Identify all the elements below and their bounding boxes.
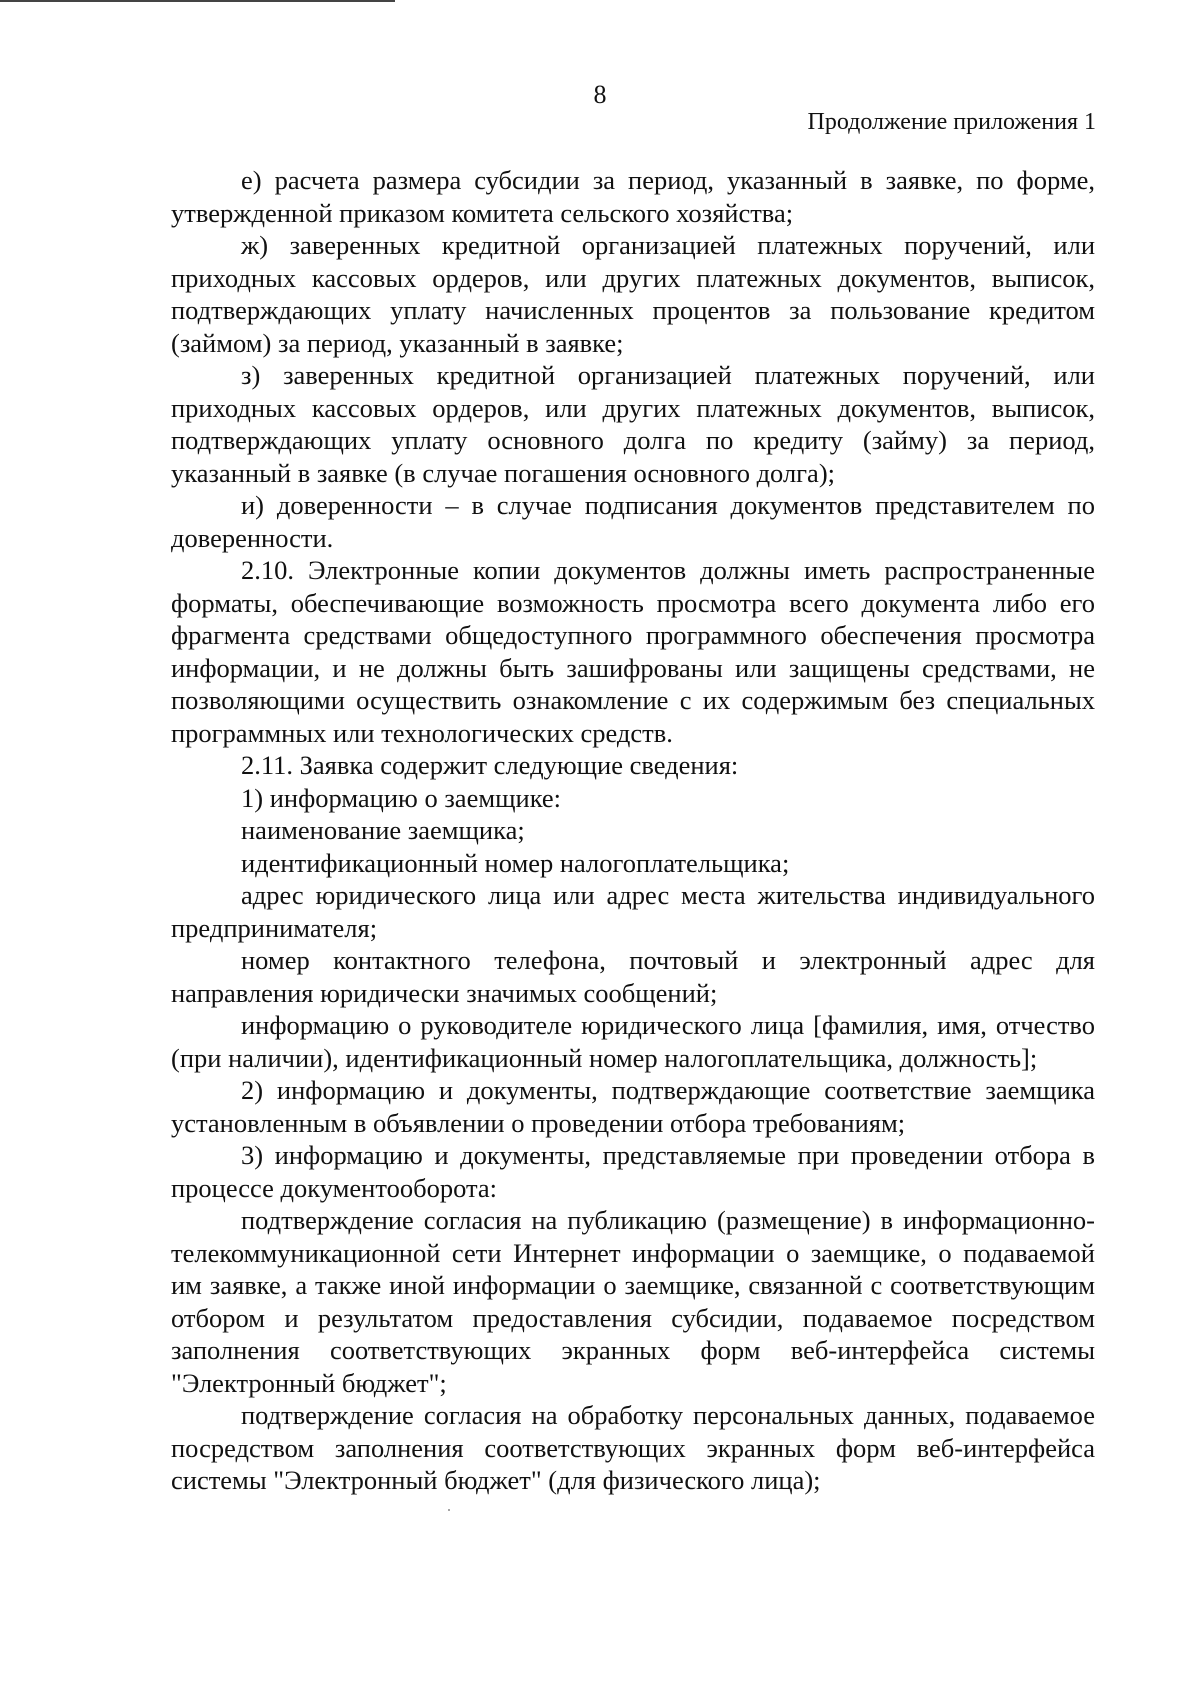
paragraph-item-z: з) заверенных кредитной организацией платежных поручений, или приходных кассовых ордеров, или других платежных документов, выписок, подтверждающих уплату основного долга по кредиту (займу) за период, указанный в заявке (в случае погашения основного долга); [171,360,1095,488]
list-item-workflow-docs: 3) информацию и документы, представляемые при проведении отбора в процессе документооборота: [171,1140,1095,1203]
list-item-address: адрес юридического лица или адрес места жительства индивидуального предпринимателя; [171,880,1095,943]
paragraph-2-11: 2.11. Заявка содержит следующие сведения: [241,750,739,780]
scan-speck [448,1509,450,1511]
paragraph-item-i: и) доверенности – в случае подписания документов представителем по доверенности. [171,490,1095,553]
list-item-borrower-name: наименование заемщика; [241,815,525,845]
list-item-personal-data-consent: подтверждение согласия на обработку персональных данных, подаваемое посредством заполнения соответствующих экранных форм веб-интерфейса системы "Электронный бюджет" (для физического лица); [171,1400,1095,1495]
document-body [171,164,1095,1497]
list-item-publication-consent: подтверждение согласия на публикацию (размещение) в информационно-телекоммуникационной сети Интернет информации о заемщике, о подаваемой им заявке, а также иной информации о заемщике, связанной с соответствующим отбором и результатом предоставления субсидии, подаваемое посредством заполнения соответствующих экранных форм веб-интерфейса системы "Электронный бюджет"; [171,1205,1095,1398]
paragraph-item-e: е) расчета размера субсидии за период, указанный в заявке, по форме, утвержденной приказом комитета сельского хозяйства; [171,165,1095,228]
list-item-borrower-info: 1) информацию о заемщике: [241,782,562,813]
list-item-head-info: информацию о руководителе юридического лица [фамилия, имя, отчество (при наличии), идентификационный номер налогоплательщика, должность]; [171,1010,1095,1073]
appendix-continuation-label: Продолжение приложения 1 [807,109,1096,135]
paragraph-2-10: 2.10. Электронные копии документов должны иметь распространенные форматы, обеспечивающие возможность просмотра всего документа либо его фрагмента средствами общедоступного программного обеспечения просмотра информации, и не должны быть зашифрованы или защищены средствами, не позволяющими осуществить ознакомление с их содержимым без специальных программных или технологических средств. [171,555,1095,748]
scan-edge-line [0,0,395,2]
list-item-compliance-docs: 2) информацию и документы, подтверждающие соответствие заемщика установленным в объявлении о проведении отбора требованиям; [171,1075,1095,1138]
list-item-contacts: номер контактного телефона, почтовый и электронный адрес для направления юридически значимых сообщений; [171,945,1095,1008]
paragraph-item-zh: ж) заверенных кредитной организацией платежных поручений, или приходных кассовых ордеров, или других платежных документов, выписок, подтверждающих уплату начисленных процентов за пользование кредитом (займом) за период, указанный в заявке; [171,230,1095,358]
list-item-taxpayer-id: идентификационный номер налогоплательщика; [241,847,790,878]
page-number: 8 [593,80,607,109]
